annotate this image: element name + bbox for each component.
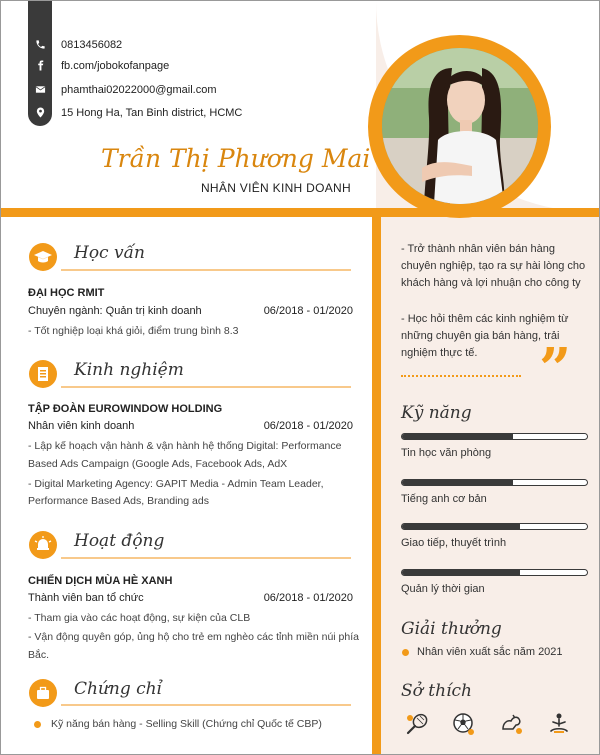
alarm-icon [29,531,57,559]
experience-line: Based Ads Campaign (Google Ads, Facebook Ads, AdX [28,458,288,470]
job-title: NHÂN VIÊN KINH DOANH [200,181,351,195]
tennis-icon [404,711,430,737]
education-note: - Tốt nghiệp loại khá giỏi, điểm trung bình 8.3 [28,325,239,337]
activities-heading: Hoạt động [74,531,165,551]
certificate-item: Kỹ năng bán hàng - Selling Skill (Chứng chỉ Quốc tế CBP) [51,718,322,730]
horizontal-divider [1,208,600,217]
graduation-cap-icon [29,243,57,271]
dotted-divider [401,375,521,377]
skill-label: Quản lý thời gian [401,583,485,595]
education-heading: Học vấn [74,243,145,263]
education-date: 06/2018 - 01/2020 [263,305,353,317]
skill-bar-fill [402,570,520,575]
experience-heading: Kinh nghiệm [74,360,184,380]
yoga-icon [546,711,572,737]
address-text: 15 Hong Ha, Tan Binh district, HCMC [61,107,243,119]
email-text: phamthai02022000@gmail.com [61,84,217,96]
phone-text: 0813456082 [61,39,123,51]
activities-line: Bắc. [28,649,50,661]
document-icon [29,360,57,388]
experience-date: 06/2018 - 01/2020 [263,420,353,432]
experience-role: Nhân viên kinh doanh [28,420,135,432]
skill-label: Tin học văn phòng [401,447,492,459]
activities-event: CHIẾN DỊCH MÙA HÈ XANH [28,575,173,587]
award-item: Nhân viên xuất sắc năm 2021 [417,646,563,658]
activities-date: 06/2018 - 01/2020 [263,592,353,604]
experience-company: TẬP ĐOÀN EUROWINDOW HOLDING [28,403,223,415]
skill-label: Giao tiếp, thuyết trình [401,537,507,549]
skill-bar [401,569,588,576]
activities-role: Thành viên ban tổ chức [28,592,144,604]
phone-icon [33,39,47,53]
fitness-icon [499,711,525,737]
skill-label: Tiếng anh cơ bản [401,493,487,505]
briefcase-icon [29,679,57,707]
skill-bar [401,523,588,530]
activities-underline [61,557,351,559]
skills-heading: Kỹ năng [401,403,472,423]
awards-heading: Giải thưởng [401,619,502,639]
objective-paragraph: - Học hỏi thêm các kinh nghiệm từ những chuyên gia bán hàng, trải nghiệm thực tế. [401,313,569,359]
facebook-icon [33,60,47,74]
skill-bar-fill [402,480,513,485]
skill-bar-fill [402,524,520,529]
activities-line: - Tham gia vào các hoạt động, sự kiện của CLB [28,612,251,624]
facebook-text: fb.com/jobokofanpage [61,60,170,72]
experience-underline [61,386,351,388]
experience-line: Performance Based Ads, Branding ads [28,495,209,507]
football-icon [450,711,476,737]
certificates-underline [61,704,351,706]
education-major: Chuyên ngành: Quản trị kinh doanh [28,305,202,317]
skill-bar [401,479,588,486]
quote-mark-icon: ” [539,336,572,402]
experience-line: - Digital Marketing Agency: GAPIT Media - Admin Team Leader, [28,478,324,490]
mail-icon [33,84,47,98]
bullet-dot [402,649,409,656]
candidate-name: Trần Thị Phương Mai [101,144,371,173]
objective-paragraph: - Trở thành nhân viên bán hàng chuyên nghiệp, tạo ra sự hài lòng cho khách hàng và lợi nhuận cho công ty [401,243,586,289]
location-icon [33,107,47,121]
bullet-dot [34,721,41,728]
profile-photo [382,48,538,204]
certificates-heading: Chứng chỉ [74,679,163,699]
experience-line: - Lập kế hoạch vận hành & vận hành hệ thống Digital: Performance [28,440,342,452]
education-school: ĐẠI HỌC RMIT [28,287,105,299]
activities-line: - Vận động quyên góp, ủng hộ cho trẻ em nghèo các tỉnh miền núi phía [28,631,359,643]
skill-bar-fill [402,434,513,439]
hobbies-heading: Sở thích [401,681,472,701]
vertical-divider [372,208,381,755]
education-underline [61,269,351,271]
skill-bar [401,433,588,440]
